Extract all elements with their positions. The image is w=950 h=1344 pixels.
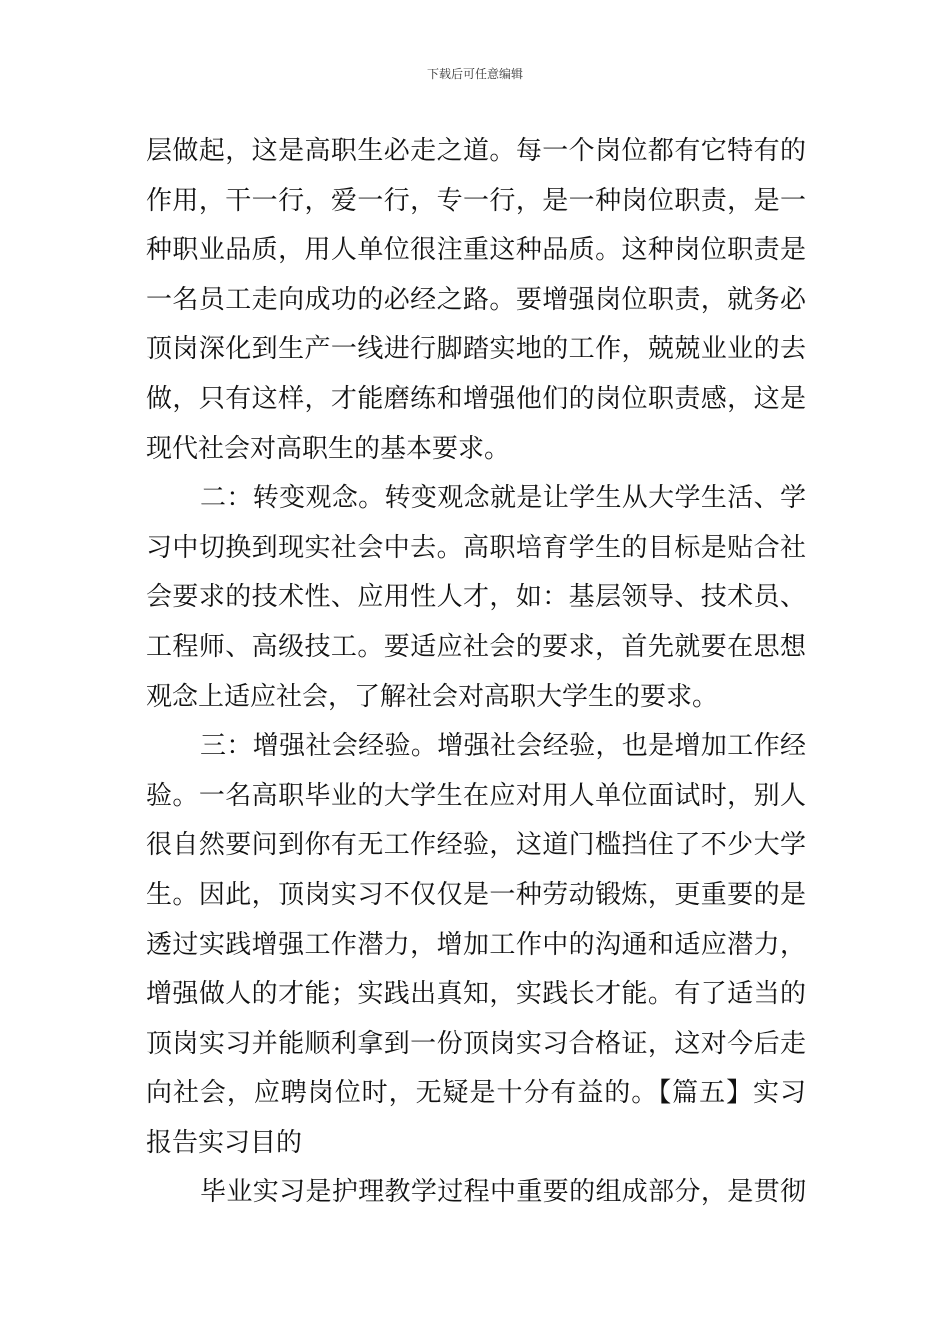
text-line: 三：增强社会经验。增强社会经验，也是增加工作经 <box>200 731 806 762</box>
text-line: 二：转变观念。转变观念就是让学生从大学生活、学 <box>200 483 806 514</box>
text-line: 顶岗实习并能顺利拿到一份顶岗实习合格证，这对今后走 <box>146 1028 806 1059</box>
text-line: 透过实践增强工作潜力，增加工作中的沟通和适应潜力， <box>146 929 806 960</box>
paragraph <box>146 1168 806 1218</box>
text-line: 会要求的技术性、应用性人才，如：基层领导、技术员、 <box>146 582 806 613</box>
text-line: 习中切换到现实社会中去。高职培育学生的目标是贴合社 <box>146 532 806 563</box>
paragraph <box>146 127 806 474</box>
text-line: 增强做人的才能；实践出真知，实践长才能。有了适当的 <box>146 979 806 1010</box>
text-line: 一名员工走向成功的必经之路。要增强岗位职责，就务必 <box>146 284 806 315</box>
text-line: 验。一名高职毕业的大学生在应对用人单位面试时，别人 <box>146 780 806 811</box>
paragraph <box>146 722 806 1168</box>
text-line: 层做起，这是高职生必走之道。每一个岗位都有它特有的 <box>146 136 806 166</box>
page-header: 下载后可任意编辑 <box>426 67 523 81</box>
text-line: 报告实习目的 <box>146 1127 303 1158</box>
paragraph <box>146 474 806 722</box>
text-line: 向社会，应聘岗位时，无疑是十分有益的。【篇五】实习 <box>146 1078 806 1109</box>
text-line: 毕业实习是护理教学过程中重要的组成部分，是贯彻 <box>200 1177 806 1208</box>
text-line: 作用，干一行，爱一行，专一行，是一种岗位职责，是一 <box>146 185 806 216</box>
text-line: 顶岗深化到生产一线进行脚踏实地的工作，兢兢业业的去 <box>146 334 806 365</box>
text-line: 现代社会对高职生的基本要求。 <box>146 433 511 464</box>
text-line: 观念上适应社会，了解社会对高职大学生的要求。 <box>146 681 719 712</box>
text-line: 做，只有这样，才能磨练和增强他们的岗位职责感，这是 <box>146 383 806 414</box>
text-line: 很自然要问到你有无工作经验，这道门槛挡住了不少大学 <box>146 830 806 861</box>
text-line: 种职业品质，用人单位很注重这种品质。这种岗位职责是 <box>146 235 806 266</box>
text-line: 工程师、高级技工。要适应社会的要求，首先就要在思想 <box>146 631 806 662</box>
text-line: 生。因此，顶岗实习不仅仅是一种劳动锻炼，更重要的是 <box>146 879 806 910</box>
document-body <box>146 127 806 1218</box>
